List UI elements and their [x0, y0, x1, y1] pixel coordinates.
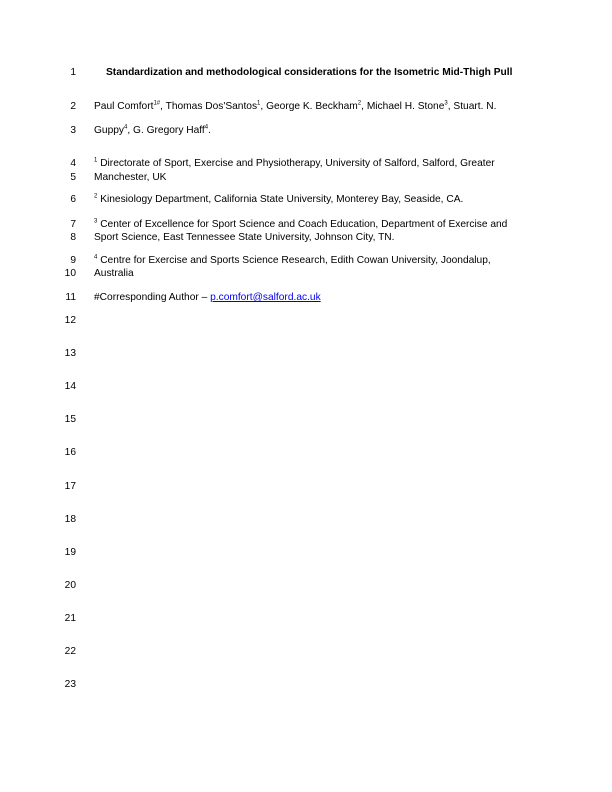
line-number: 23	[64, 679, 76, 690]
line-number: 11	[65, 292, 76, 303]
affiliation-4: $^4$ Centre for Exercise and Sports Science Research, Edith Cowan University, Joondalup,	[94, 254, 491, 266]
author-name: Guppy	[94, 125, 125, 136]
line-number: 13	[64, 348, 76, 359]
line-3	[0, 124, 612, 138]
line-1	[0, 66, 612, 80]
author-affiliation-sup: 4	[204, 124, 209, 131]
line-number: 14	[64, 381, 76, 392]
line-number: 9	[70, 255, 76, 266]
author-affiliation-sup: 2	[357, 100, 362, 107]
line-number: 15	[64, 414, 76, 425]
affiliation-1: $^1$ Directorate of Sport, Exercise and Physiotherapy, University of Salford, Salford, Greater	[94, 157, 495, 169]
line-number: 4	[70, 158, 76, 169]
line-number: 18	[64, 514, 76, 525]
line-5	[0, 171, 612, 185]
author-list-continued: Guppy$^4$, G. Gregory Haff$^4$.	[94, 124, 211, 136]
affiliation-sup: 2	[94, 193, 98, 200]
affiliation-3-continued: Sport Science, East Tennessee State University, Johnson City, TN.	[94, 232, 395, 243]
line-8	[0, 231, 612, 245]
line-number: 3	[70, 125, 76, 136]
line-number: 8	[70, 232, 76, 243]
author-list: Paul Comfort$^{1\#}$, Thomas Dos'Santos$^1$, George K. Beckham$^2$, Michael H. Stone$^3$, Stuart. N.	[94, 100, 497, 112]
line-4	[0, 157, 612, 171]
author-name: Paul Comfort	[94, 101, 154, 112]
line-number: 17	[64, 481, 76, 492]
line-19	[0, 546, 612, 560]
line-number: 1	[70, 67, 76, 78]
line-number: 7	[70, 219, 76, 230]
line-number: 12	[64, 315, 76, 326]
line-number: 10	[64, 268, 76, 279]
line-16	[0, 446, 612, 460]
line-13	[0, 347, 612, 361]
affiliation-sup: 4	[94, 254, 98, 261]
line-number: 20	[64, 580, 76, 591]
line-number: 19	[64, 547, 76, 558]
line-15	[0, 413, 612, 427]
line-number: 22	[64, 646, 76, 657]
line-number: 16	[64, 447, 76, 458]
line-7	[0, 218, 612, 232]
author-name: Michael H. Stone	[366, 101, 445, 112]
line-20	[0, 579, 612, 593]
line-11	[0, 291, 612, 305]
line-number: 21	[64, 613, 76, 624]
author-affiliation-sup: 1	[257, 100, 261, 107]
line-22	[0, 645, 612, 659]
line-number: 2	[70, 101, 76, 112]
line-14	[0, 380, 612, 394]
line-10	[0, 267, 612, 281]
affiliation-3: $^3$ Center of Excellence for Sport Science and Coach Education, Department of Exercise and	[94, 218, 508, 230]
affiliation-2: $^2$ Kinesiology Department, California State University, Monterey Bay, Seaside, CA.	[94, 193, 464, 205]
line-number: 6	[70, 194, 76, 205]
line-23	[0, 678, 612, 692]
line-9	[0, 254, 612, 268]
author-name: George K. Beckham	[266, 101, 358, 112]
line-2	[0, 100, 612, 114]
affiliation-sup: 3	[94, 218, 98, 225]
author-name: G. Gregory Haff	[133, 125, 205, 136]
author-name: Stuart. N.	[453, 101, 497, 112]
line-17	[0, 480, 612, 494]
line-number: 5	[70, 172, 76, 183]
line-18	[0, 513, 612, 527]
line-6	[0, 193, 612, 207]
affiliation-1-continued: Manchester, UK	[94, 172, 167, 183]
corresponding-email-link[interactable]: p.comfort@salford.ac.uk	[210, 292, 321, 303]
affiliation-sup: 1	[94, 157, 98, 164]
author-affiliation-sup: 1#	[153, 100, 161, 107]
paper-title: Standardization and methodological considerations for the Isometric Mid-Thigh Pull	[106, 67, 513, 78]
author-affiliation-sup: 3	[444, 100, 448, 107]
corresponding-author-label: #Corresponding Author –	[94, 292, 211, 303]
author-affiliation-sup: 4	[124, 124, 128, 131]
author-name: Thomas Dos'Santos	[165, 101, 258, 112]
affiliation-4-continued: Australia	[94, 268, 134, 279]
line-12	[0, 314, 612, 328]
corresponding-author	[94, 291, 321, 305]
line-21	[0, 612, 612, 626]
